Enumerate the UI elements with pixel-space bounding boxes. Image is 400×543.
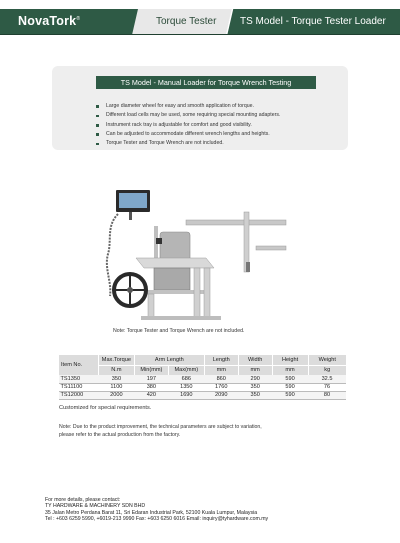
- contact-intro: For more details, please contact:: [45, 497, 121, 503]
- cell-arm-max: 1350: [168, 383, 204, 391]
- cell-max-torque: 350: [98, 375, 134, 383]
- feature-item: Can be adjusted to accommodate different wrench lengths and heights.: [95, 130, 345, 139]
- contact-address: 35 Jalan Metro Perdana Barat 11, Sri Edaran Industrial Park, 52100 Kuala Lumpur, Malaysia: [45, 509, 258, 516]
- cell-max-torque: 2000: [98, 391, 134, 399]
- col-weight: Weight: [308, 355, 346, 365]
- unit-arm-min: Min(mm): [134, 365, 168, 375]
- contact-company: TY HARDWARE & MACHINERY SDN BHD: [45, 503, 146, 510]
- brand-logo: NovaTork®: [18, 14, 81, 28]
- cell-weight: 80: [308, 391, 346, 399]
- cell-weight: 76: [308, 383, 346, 391]
- cell-length: 860: [204, 375, 238, 383]
- unit-weight: kg: [308, 365, 346, 375]
- cell-height: 590: [272, 375, 308, 383]
- header-tab-title: TS Model - Torque Tester Loader: [240, 16, 386, 27]
- unit-max-torque: N.m: [98, 365, 134, 375]
- cell-arm-max: 686: [168, 375, 204, 383]
- cell-weight: 32.5: [308, 375, 346, 383]
- table-header-row: [59, 355, 347, 365]
- table-row: [59, 391, 347, 399]
- features-list: [95, 102, 345, 148]
- cell-arm-min: 197: [134, 375, 168, 383]
- unit-arm-max: Max(mm): [168, 365, 204, 375]
- cell-width: 290: [238, 375, 272, 383]
- cell-max-torque: 1100: [98, 383, 134, 391]
- col-item: Item No.: [59, 355, 99, 375]
- col-max-torque: Max.Torque: [98, 355, 134, 365]
- cell-width: 350: [238, 383, 272, 391]
- contact-phone-email: Tel : +603 6259 5990, +6019-213 9990 Fax: +603 6250 6016 Email: inquiry@tyhardware.com.my: [45, 515, 269, 522]
- col-length: Length: [204, 355, 238, 365]
- image-note: Note: Torque Tester and Torque Wrench are not included.: [113, 328, 245, 334]
- feature-item: Instrument rack tray is adjustable for comfort and good visibility.: [95, 121, 345, 130]
- cell-arm-min: 380: [134, 383, 168, 391]
- note-line: Note: Due to the product improvement, the technical parameters are subject to variation,: [59, 424, 262, 430]
- cell-item: TS12000: [59, 391, 99, 399]
- feature-item: Torque Tester and Torque Wrench are not included.: [95, 139, 345, 148]
- header-bar: [0, 9, 400, 35]
- torque-loader-image: [96, 186, 296, 326]
- note-line: please refer to the actual production from the factory.: [59, 431, 181, 438]
- feature-item: Different load cells may be used, some requiring special mounting adapters.: [95, 111, 345, 120]
- cell-arm-max: 1690: [168, 391, 204, 399]
- contact-block: [45, 497, 375, 522]
- table-unit-row: [59, 365, 347, 375]
- cell-item: TS11100: [59, 383, 99, 391]
- col-width: Width: [238, 355, 272, 365]
- header-tab-category: Torque Tester: [156, 16, 217, 27]
- table-row: [59, 383, 347, 391]
- col-arm-length: Arm Length: [134, 355, 204, 365]
- features-title: TS Model - Manual Loader for Torque Wrench Testing: [96, 76, 316, 89]
- cell-height: 590: [272, 391, 308, 399]
- cell-width: 350: [238, 391, 272, 399]
- feature-item: Large diameter wheel for easy and smooth application of torque.: [95, 102, 345, 111]
- custom-text: Customized for special requirements.: [59, 405, 152, 411]
- col-height: Height: [272, 355, 308, 365]
- cell-length: 1760: [204, 383, 238, 391]
- table-row: [59, 375, 347, 383]
- cell-length: 2090: [204, 391, 238, 399]
- spec-table: [58, 355, 346, 400]
- cell-item: TS1350: [59, 375, 99, 383]
- unit-length: mm: [204, 365, 238, 375]
- unit-width: mm: [238, 365, 272, 375]
- cell-arm-min: 420: [134, 391, 168, 399]
- cell-height: 590: [272, 383, 308, 391]
- unit-height: mm: [272, 365, 308, 375]
- variation-note: [59, 424, 339, 439]
